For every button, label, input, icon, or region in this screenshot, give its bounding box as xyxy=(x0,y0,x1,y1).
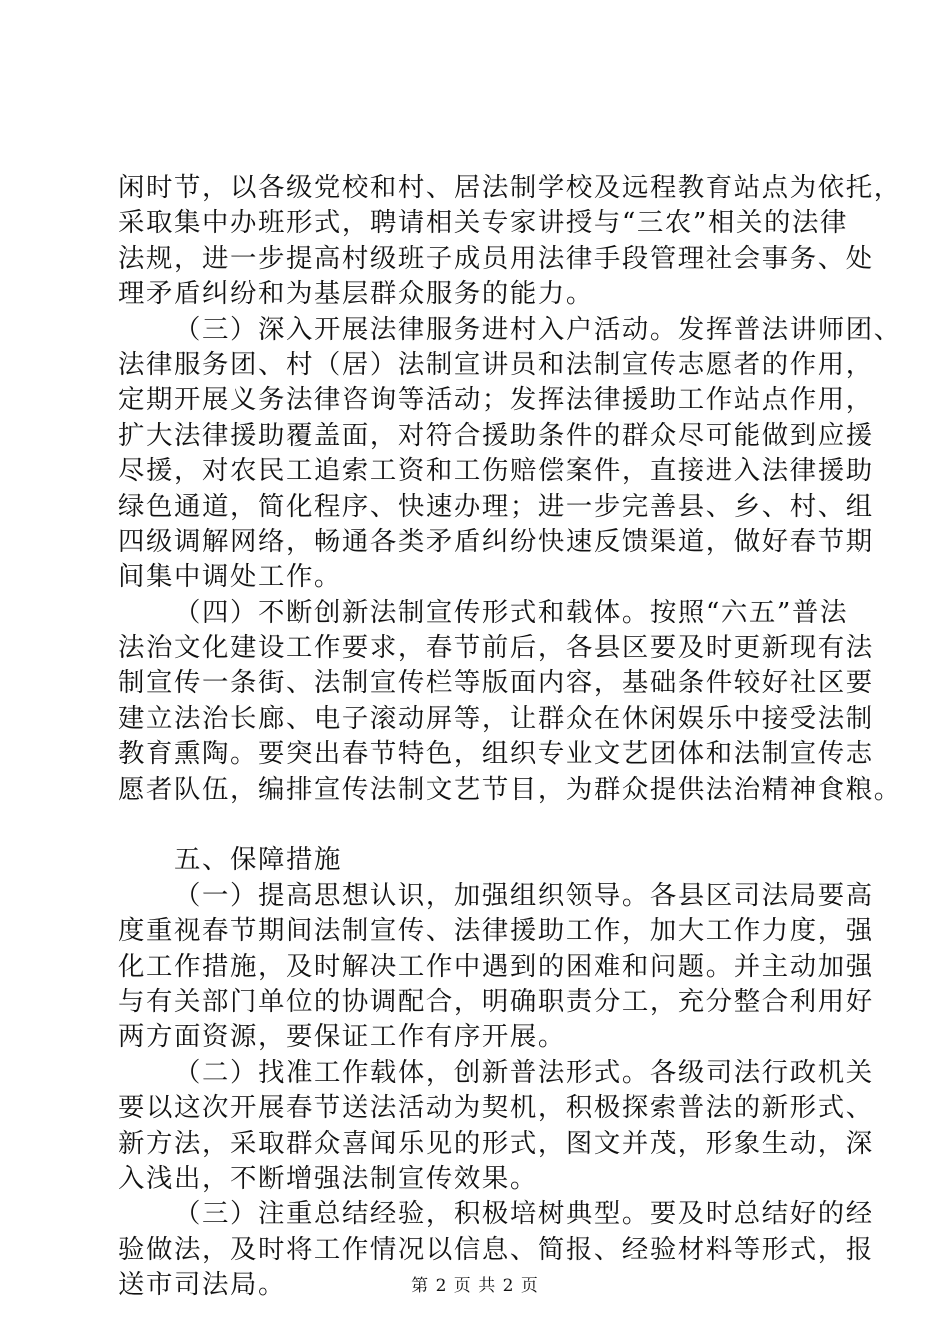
text-line: 愿者队伍，编排宣传法制文艺节目，为群众提供法治精神食粮。 xyxy=(118,773,902,805)
text-line: 新方法，采取群众喜闻乐见的形式，图文并茂，形象生动，深 xyxy=(118,1127,874,1159)
text-line: 化工作措施，及时解决工作中遇到的困难和问题。并主动加强 xyxy=(118,950,874,982)
paragraph-heading-2: （二）找准工作载体，创新普法形式。各级司法行政机关 xyxy=(174,1056,874,1088)
section-heading: 五、保障措施 xyxy=(174,844,342,876)
text-line: 四级调解网络，畅通各类矛盾纠纷快速反馈渠道，做好春节期 xyxy=(118,525,874,557)
text-line: 建立法治长廊、电子滚动屏等，让群众在休闲娱乐中接受法制 xyxy=(118,702,874,734)
paragraph-heading-4: （四）不断创新法制宣传形式和载体。按照“六五”普法 xyxy=(174,596,848,628)
text-line: 法治文化建设工作要求，春节前后，各县区要及时更新现有法 xyxy=(118,632,874,664)
paragraph-heading-3b: （三）注重总结经验，积极培树典型。要及时总结好的经 xyxy=(174,1198,874,1230)
page-footer: 第 2 页 共 2 页 xyxy=(411,1276,539,1296)
text-line: 理矛盾纠纷和为基层群众服务的能力。 xyxy=(118,278,594,310)
text-line: 与有关部门单位的协调配合，明确职责分工，充分整合利用好 xyxy=(118,985,874,1017)
text-line: 入浅出，不断增强法制宣传效果。 xyxy=(118,1162,538,1194)
paragraph-heading-1: （一）提高思想认识，加强组织领导。各县区司法局要高 xyxy=(174,879,874,911)
text-line: 间集中调处工作。 xyxy=(118,561,342,593)
text-line: 绿色通道，简化程序、快速办理；进一步完善县、乡、村、组 xyxy=(118,490,874,522)
text-line: 度重视春节期间法制宣传、法律援助工作，加大工作力度，强 xyxy=(118,915,874,947)
text-line: 定期开展义务法律咨询等活动；发挥法律援助工作站点作用， xyxy=(118,384,874,416)
blank-line xyxy=(118,807,838,842)
text-line: 法律服务团、村（居）法制宣讲员和法制宣传志愿者的作用， xyxy=(118,348,874,380)
text-line: 两方面资源，要保证工作有序开展。 xyxy=(118,1021,566,1053)
text-line: 尽援，对农民工追索工资和工伤赔偿案件，直接进入法律援助 xyxy=(118,455,874,487)
text-line: 教育熏陶。要突出春节特色，组织专业文艺团体和法制宣传志 xyxy=(118,738,874,770)
text-line: 送市司法局。 xyxy=(118,1269,286,1301)
text-line: 要以这次开展春节送法活动为契机，积极探索普法的新形式、 xyxy=(118,1092,874,1124)
paragraph-heading-3: （三）深入开展法律服务进村入户活动。发挥普法讲师团、 xyxy=(174,313,902,345)
text-line: 制宣传一条街、法制宣传栏等版面内容，基础条件较好社区要 xyxy=(118,667,874,699)
text-line: 采取集中办班形式，聘请相关专家讲授与“三农”相关的法律 xyxy=(118,207,848,239)
text-line: 闲时节，以各级党校和村、居法制学校及远程教育站点为依托， xyxy=(118,172,902,203)
text-line: 法规，进一步提高村级班子成员用法律手段管理社会事务、处 xyxy=(118,242,874,274)
document-body xyxy=(118,170,902,1303)
text-line: 扩大法律援助覆盖面，对符合援助条件的群众尽可能做到应援 xyxy=(118,419,874,451)
text-line: 验做法，及时将工作情况以信息、简报、经验材料等形式，报 xyxy=(118,1233,874,1265)
